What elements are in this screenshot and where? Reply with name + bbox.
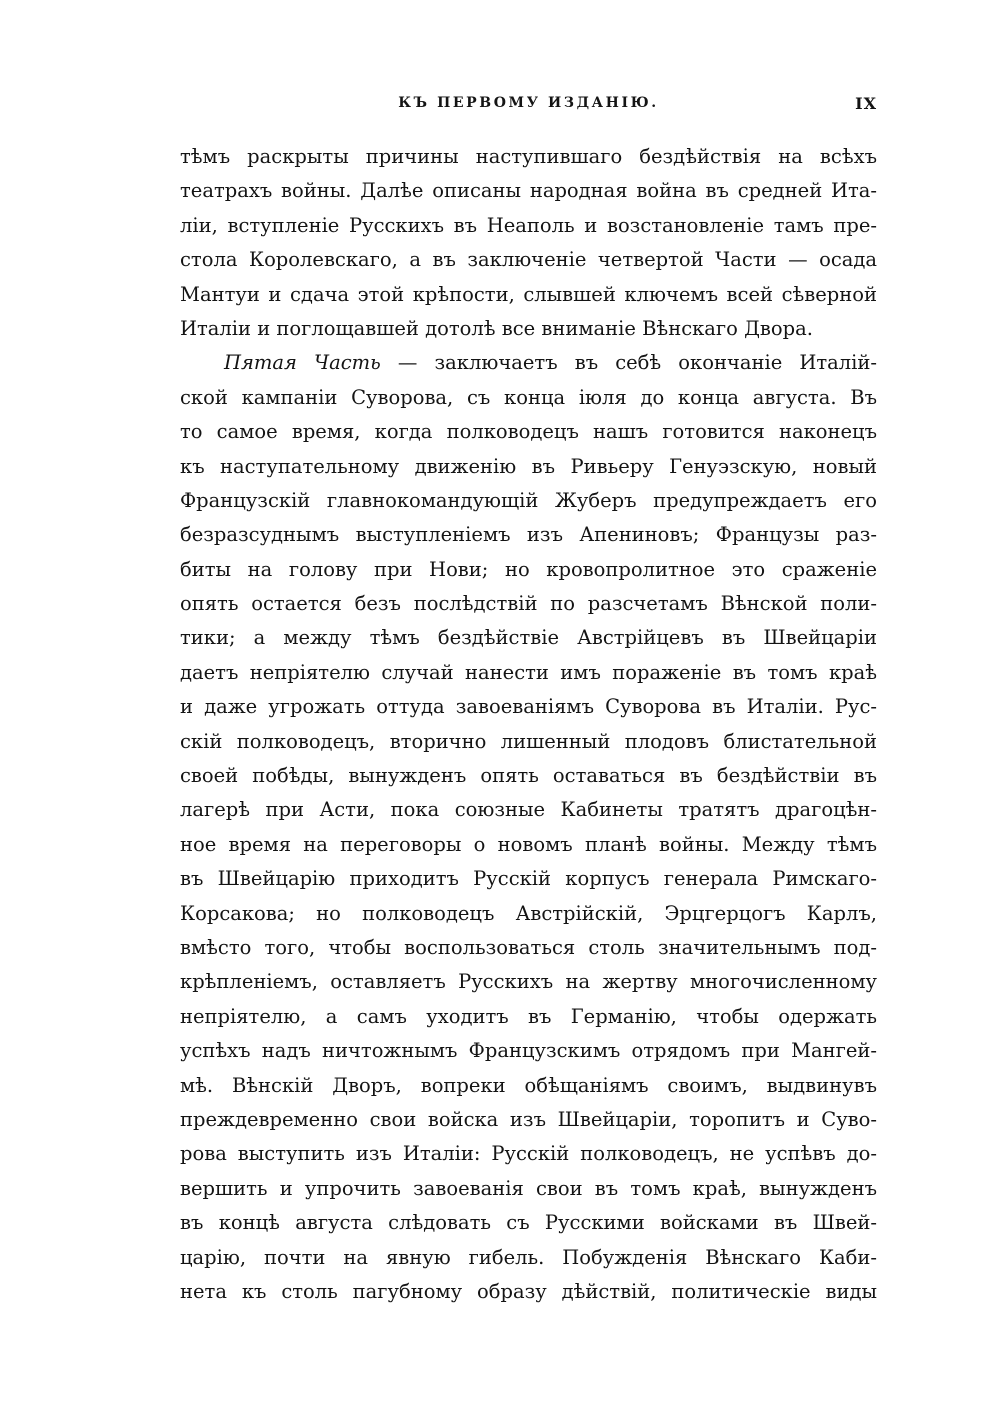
text-line: преждевременно свои войска изъ Швейцаріи, торопитъ и Суво- (180, 1107, 877, 1131)
text-line: опять остается безъ послѣдствій по разсчетамъ Вѣнской поли- (180, 592, 877, 616)
text-line: тики; а между тѣмъ бездѣйствіе Австрійцевъ въ Швейцаріи (180, 626, 877, 650)
text-line: мѣ. Вѣнскій Дворъ, вопреки обѣщаніямъ своимъ, выдвинувъ (180, 1073, 877, 1097)
text-line: Французскій главнокомандующій Жуберъ предупреждаетъ его (180, 488, 877, 512)
text-line: въ концѣ августа слѣдовать съ Русскими войсками въ Швей- (180, 1211, 877, 1235)
text-line: театрахъ войны. Далѣе описаны народная война въ средней Ита- (180, 179, 877, 203)
text-line: ное время на переговоры о новомъ планѣ войны. Между тѣмъ (180, 832, 877, 856)
text-line: вмѣсто того, чтобы воспользоваться столь значительнымъ под- (180, 935, 877, 959)
running-head: КЪ ПЕРВОМУ ИЗДАНІЮ. (398, 95, 659, 111)
text-line: вершить и упрочить завоеванія свои въ томъ краѣ, вынужденъ (180, 1176, 877, 1200)
paragraph-start-line (180, 346, 877, 380)
page-header (180, 95, 877, 119)
text-line: и даже угрожать оттуда завоеваніямъ Суворова въ Италіи. Рус- (180, 695, 877, 719)
text-line: то самое время, когда полководецъ нашъ готовится наконецъ (180, 420, 877, 444)
text-line: своей побѣды, вынужденъ опять оставаться въ бездѣйствіи въ (180, 764, 877, 788)
text-line: скій полководецъ, вторично лишенный плодовъ блистательной (180, 729, 877, 753)
text-line: лагерѣ при Асти, пока союзные Кабинеты тратятъ драгоцѣн- (180, 798, 877, 822)
page-number: IX (855, 94, 877, 113)
body-text (180, 140, 877, 1309)
text-line: въ Швейцарію приходитъ Русскій корпусъ генерала Римскаго- (180, 867, 877, 891)
text-line: непріятелю, а самъ уходитъ въ Германію, чтобы одержать (180, 1004, 877, 1028)
text-line: Италіи и поглощавшей дотолѣ все вниманіе Вѣнскаго Двора. (180, 316, 813, 340)
text-line: ской кампаніи Суворова, съ конца іюля до конца августа. Въ (180, 385, 877, 409)
text-line: тѣмъ раскрыты причины наступившаго бездѣйствія на всѣхъ (180, 145, 877, 168)
text-line: стола Королевскаго, а въ заключеніе четвертой Части — осада (180, 248, 877, 272)
text-line: безразсуднымъ выступленіемъ изъ Апениновъ; Французы раз- (180, 523, 877, 547)
text-line: крѣпленіемъ, оставляетъ Русскихъ на жертву многочисленному (180, 970, 877, 994)
text-line: къ наступательному движенію въ Ривьеру Генуэзскую, новый (180, 454, 877, 478)
text-line: царію, почти на явную гибель. Побужденія Вѣнскаго Каби- (180, 1245, 877, 1269)
text-line-continuation: — заключаетъ въ себѣ окончаніе Италій- (380, 351, 877, 375)
text-line: ліи, вступленіе Русскихъ въ Неаполь и возстановленіе тамъ пре- (180, 213, 877, 237)
text-line: Корсакова; но полководецъ Австрійскій, Эрцгерцогъ Карлъ, (180, 901, 877, 925)
text-line: нета къ столь пагубному образу дѣйствій, политическіе виды (180, 1279, 877, 1303)
text-line: даетъ непріятелю случай нанести имъ пораженіе въ томъ краѣ (180, 660, 877, 684)
text-line: биты на голову при Нови; но кровопролитное это сраженіе (180, 557, 877, 581)
text-line: успѣхъ надъ ничтожнымъ Французскимъ отрядомъ при Мангей- (180, 1039, 877, 1063)
text-line: рова выступить изъ Италіи: Русскій полководецъ, не успѣвъ до- (180, 1142, 877, 1166)
italic-heading: Пятая Часть (224, 351, 381, 375)
text-line: Мантуи и сдача этой крѣпости, слывшей ключемъ всей сѣверной (180, 282, 877, 306)
